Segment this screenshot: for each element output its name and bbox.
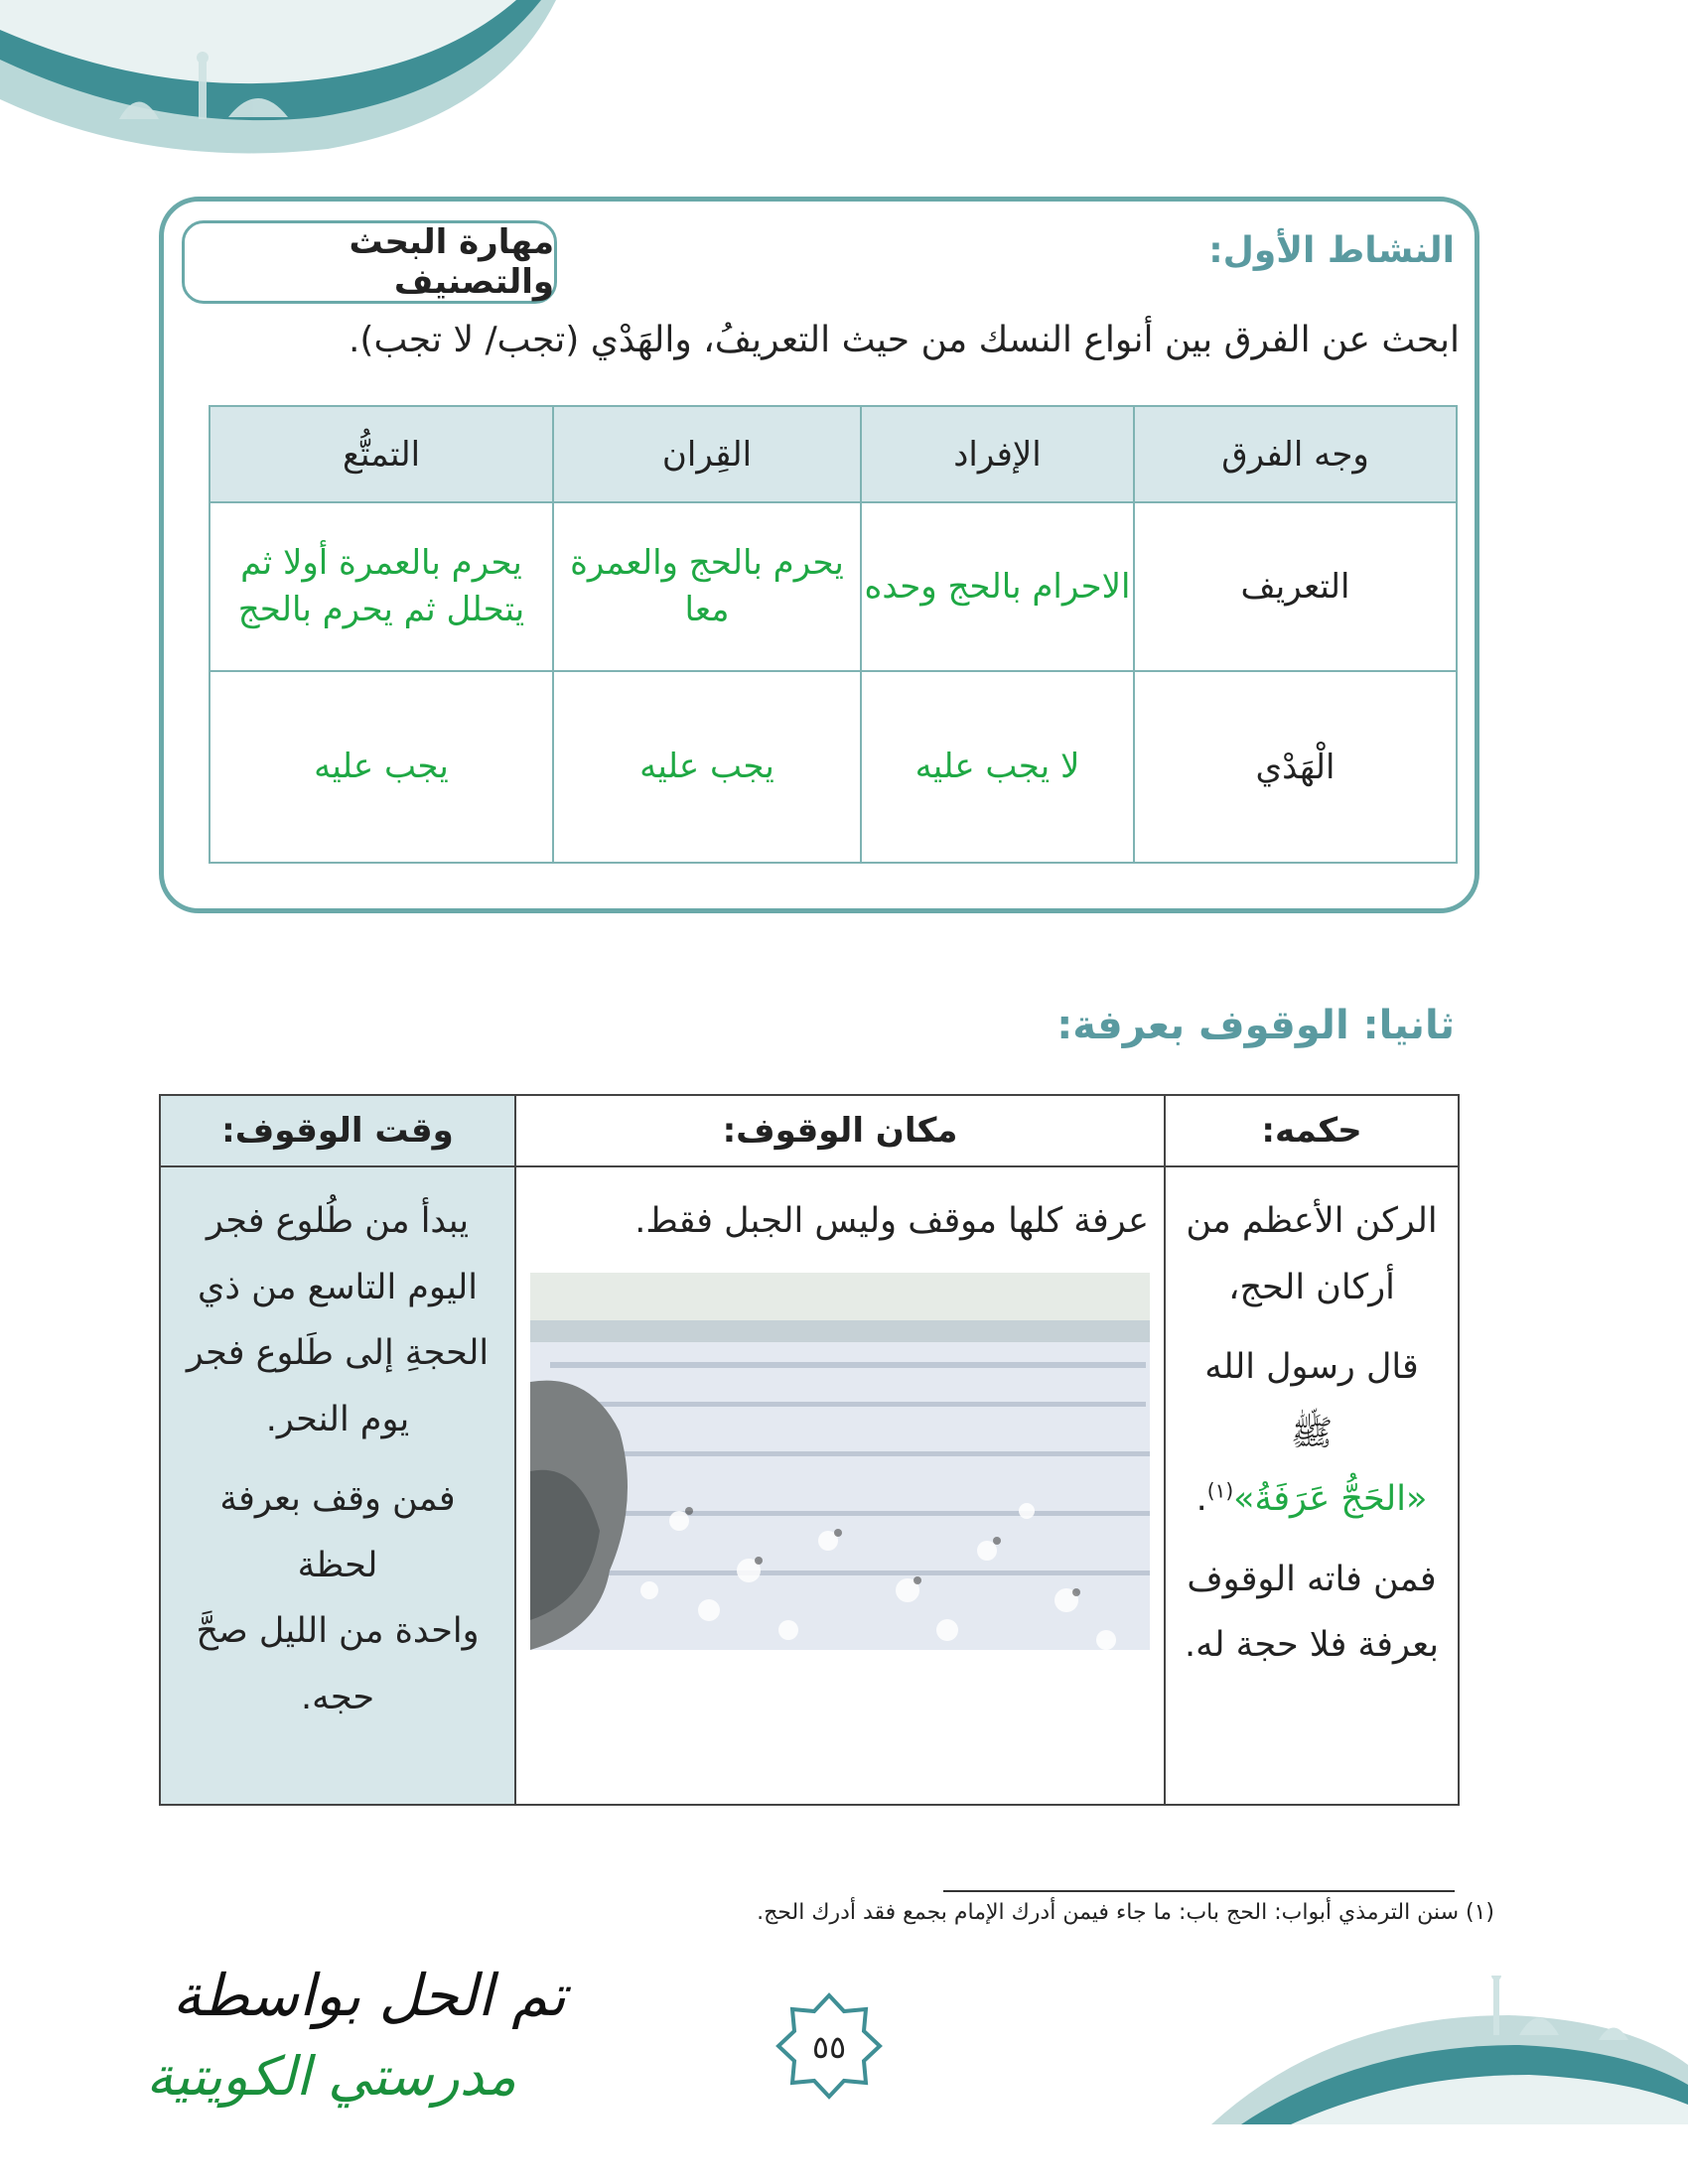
place-text: عرفة كلها موقف وليس الجبل فقط.	[634, 1201, 1149, 1241]
answer-cell: يجب عليه	[210, 671, 553, 863]
table-row	[210, 502, 1457, 671]
answer-cell: لا يجب عليه	[861, 671, 1134, 863]
hadith-end: .	[1196, 1479, 1207, 1519]
ruling-line: أركان الحج،	[1228, 1267, 1395, 1307]
hadith-line	[1181, 1466, 1443, 1533]
nusuk-comparison-table	[209, 405, 1458, 864]
activity-instruction: ابحث عن الفرق بين أنواع النسك من حيث التعريفُ، والهَدْي (تجب/ لا تجب).	[348, 320, 1460, 360]
signature-line-2: مدرستي الكويتية	[146, 2045, 516, 2108]
header-difference: وجه الفرق	[1134, 406, 1457, 502]
footnote-ref: (١)	[1206, 1478, 1234, 1503]
page-number-badge	[774, 1991, 884, 2101]
bottom-corner-decoration	[1211, 1976, 1688, 2124]
time-cell	[160, 1166, 515, 1805]
top-corner-decoration	[0, 0, 556, 169]
section-title: ثانيا: الوقوف بعرفة:	[1056, 1003, 1455, 1048]
page-number: ٥٥	[811, 2028, 847, 2066]
row-label-definition: التعريف	[1134, 502, 1457, 671]
handwritten-signature	[70, 1946, 586, 2115]
time-line: واحدة من الليل صحَّ	[196, 1611, 480, 1651]
time-line: يوم النحر.	[265, 1399, 410, 1439]
table-row	[210, 671, 1457, 863]
time-line: اليوم التاسع من ذي	[197, 1267, 479, 1307]
footnote: (١) سنن الترمذي أبواب: الحج باب: ما جاء فيمن أدرك الإمام بجمع فقد أدرك الحج.	[757, 1900, 1494, 1925]
table-row	[160, 1166, 1459, 1805]
time-line: فمن وقف بعرفة لحظة	[219, 1479, 456, 1585]
signature-line-1: تم الحل بواسطة	[172, 1962, 566, 2029]
time-line: الحجةِ إلى طَلوع فجر	[186, 1333, 490, 1373]
wuquf-table	[159, 1094, 1460, 1806]
answer-cell: يحرم بالعمرة أولا ثم يتحلل ثم يحرم بالحج	[210, 502, 553, 671]
place-cell	[515, 1166, 1165, 1805]
hadith-text: «الحَجُّ عَرَفَةُ»	[1233, 1479, 1428, 1519]
header-place: مكان الوقوف:	[515, 1095, 1165, 1166]
header-ruling: حكمه:	[1165, 1095, 1459, 1166]
arafat-photo	[530, 1273, 1150, 1650]
header-qiran: القِران	[553, 406, 861, 502]
answer-cell: يحرم بالحج والعمرة معا	[553, 502, 861, 671]
ruling-line: الركن الأعظم من	[1186, 1201, 1438, 1241]
row-label-hady: الْهَدْي	[1134, 671, 1457, 863]
footnote-divider	[943, 1890, 1455, 1892]
table-header-row	[160, 1095, 1459, 1166]
time-line: حجه.	[300, 1677, 375, 1717]
header-tamattu: التمتُّع	[210, 406, 553, 502]
ruling-line: قال رسول الله ﷺ	[1204, 1347, 1419, 1453]
skill-badge: مهارة البحث والتصنيف	[182, 220, 557, 304]
answer-cell: يجب عليه	[553, 671, 861, 863]
header-time: وقت الوقوف:	[160, 1095, 515, 1166]
activity-title: النشاط الأول:	[1208, 230, 1455, 271]
ruling-line: فمن فاته الوقوف	[1187, 1559, 1437, 1599]
ruling-line: بعرفة فلا حجة له.	[1185, 1625, 1439, 1665]
header-ifrad: الإفراد	[861, 406, 1134, 502]
time-line: يبدأ من طُلوع فجر	[206, 1201, 470, 1241]
ruling-cell	[1165, 1166, 1459, 1805]
answer-cell: الاحرام بالحج وحده	[861, 502, 1134, 671]
table-header-row	[210, 406, 1457, 502]
